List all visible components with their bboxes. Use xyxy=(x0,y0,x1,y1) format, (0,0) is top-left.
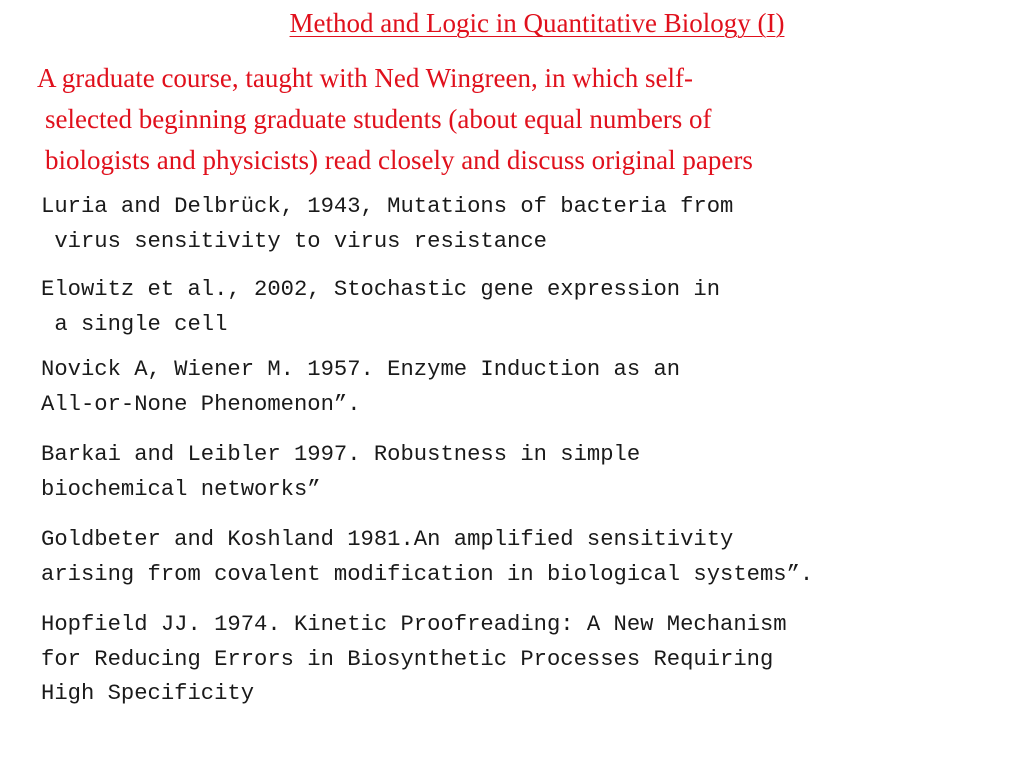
reference-line: for Reducing Errors in Biosynthetic Processes Requiring xyxy=(41,646,774,672)
reference-line: a single cell xyxy=(41,311,228,337)
reference-item xyxy=(41,190,733,259)
reference-line: Novick A, Wiener M. 1957. Enzyme Induction as an xyxy=(41,357,681,382)
slide-title: Method and Logic in Quantitative Biology (I) xyxy=(289,8,785,38)
reference-line: virus sensitivity to virus resistance xyxy=(41,228,547,254)
reference-line: Goldbeter and Koshland 1981.An amplified sensitivity xyxy=(41,527,734,552)
course-description-line: biologists and physicists) read closely and discuss original papers xyxy=(45,145,753,175)
reference-item xyxy=(41,273,720,342)
reference-item xyxy=(41,353,680,422)
course-description xyxy=(0,58,1024,181)
reference-item xyxy=(41,608,787,712)
reference-line: All-or-None Phenomenon”. xyxy=(41,391,361,417)
reference-line: Barkai and Leibler 1997. Robustness in simple xyxy=(41,442,641,467)
reference-line: Elowitz et al., 2002, Stochastic gene expression in xyxy=(41,277,721,302)
reference-item xyxy=(41,523,813,592)
reference-line: Hopfield JJ. 1974. Kinetic Proofreading: A New Mechanism xyxy=(41,612,787,637)
reference-item xyxy=(41,438,640,507)
course-description-line: A graduate course, taught with Ned Wingreen, in which self- xyxy=(37,63,693,93)
reference-line: Luria and Delbrück, 1943, Mutations of bacteria from xyxy=(41,194,734,219)
reference-line: arising from covalent modification in biological systems”. xyxy=(41,561,814,587)
reference-line: biochemical networks” xyxy=(41,476,321,502)
course-description-line: selected beginning graduate students (about equal numbers of xyxy=(45,104,712,134)
reference-line: High Specificity xyxy=(41,681,255,706)
